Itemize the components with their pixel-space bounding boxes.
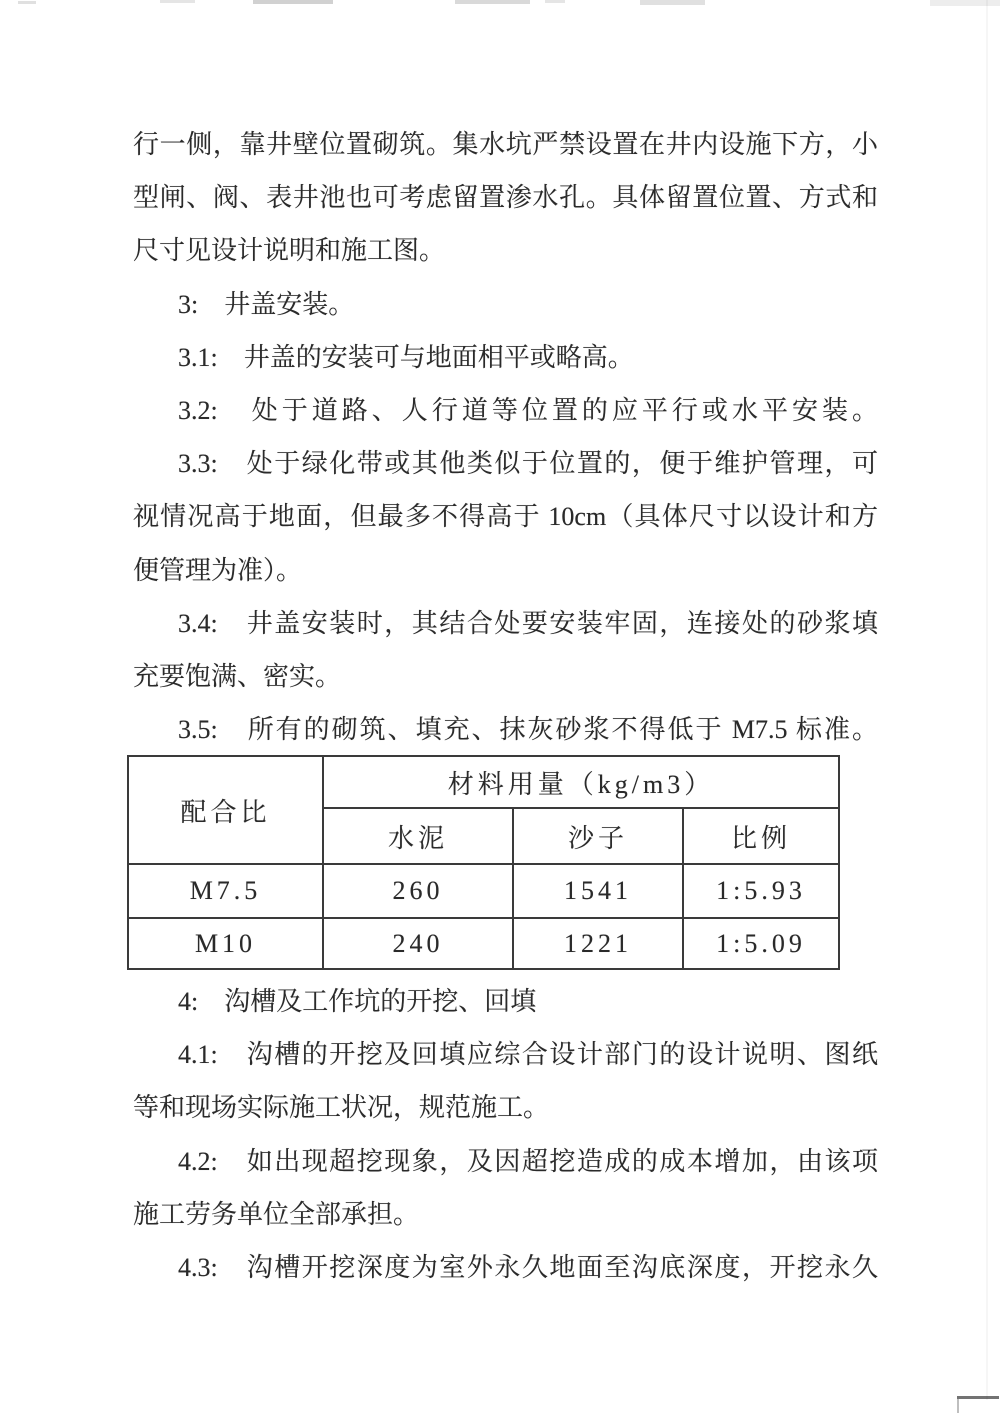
text-line: 4.3: 沟槽开挖深度为室外永久地面至沟底深度，开挖永久 <box>178 1252 878 1282</box>
text-line: 3.1: 井盖的安装可与地面相平或略高。 <box>178 342 634 372</box>
text-line: 视情况高于地面，但最多不得高于 10cm（具体尺寸以设计和方 <box>133 502 878 532</box>
scan-artifact <box>455 0 530 4</box>
scan-artifact <box>253 0 333 4</box>
text-line: 施工劳务单位全部承担。 <box>133 1199 420 1229</box>
text-line: 3.5: 所有的砌筑、填充、抹灰砂浆不得低于 M7.5 标准。 <box>178 715 878 745</box>
table-cell-sand: 1541 <box>513 864 683 918</box>
text-block-lower <box>133 975 878 1294</box>
table-cell-ratio: 1:5.09 <box>683 918 839 969</box>
table-header-sand: 沙子 <box>513 808 683 864</box>
text-line: 尺寸见设计说明和施工图。 <box>133 236 446 266</box>
text-line: 行一侧，靠井壁位置砌筑。集水坑严禁设置在井内设施下方，小 <box>133 130 878 159</box>
scan-artifact <box>957 1399 959 1413</box>
text-line: 4.1: 沟槽的开挖及回填应综合设计部门的设计说明、图纸 <box>178 1040 878 1070</box>
table-cell-sand: 1221 <box>513 918 683 969</box>
mix-ratio-table <box>127 755 840 970</box>
table-cell-mix: M7.5 <box>128 864 323 918</box>
table-header-cement: 水泥 <box>323 808 513 864</box>
text-block-upper <box>133 118 878 756</box>
text-line: 等和现场实际施工状况，规范施工。 <box>133 1093 550 1123</box>
table-row <box>128 918 839 969</box>
text-line: 4.2: 如出现超挖现象，及因超挖造成的成本增加，由该项 <box>178 1146 878 1176</box>
table-cell-cement: 240 <box>323 918 513 969</box>
scan-artifact <box>640 0 705 5</box>
table-cell-mix: M10 <box>128 918 323 969</box>
text-line: 3.4: 井盖安装时，其结合处要安装牢固，连接处的砂浆填 <box>178 608 878 638</box>
scan-artifact <box>160 0 195 3</box>
scan-artifact <box>18 1 36 4</box>
scan-artifact <box>986 0 988 1400</box>
scan-artifact <box>957 1396 999 1399</box>
text-line: 型闸、阀、表井池也可考虑留置渗水孔。具体留置位置、方式和 <box>133 183 878 213</box>
scan-artifact <box>930 0 1000 6</box>
table-header-ratio: 比例 <box>683 808 839 864</box>
scan-artifact <box>545 0 565 3</box>
table-cell-cement: 260 <box>323 864 513 918</box>
text-line: 3.3: 处于绿化带或其他类似于位置的，便于维护管理，可 <box>178 449 878 479</box>
text-line: 3.2: 处于道路、人行道等位置的应平行或水平安装。 <box>178 395 878 425</box>
table-header-material-usage: 材料用量（kg/m3） <box>323 756 839 808</box>
text-line: 3: 井盖安装。 <box>178 289 355 319</box>
table-header-mix-ratio: 配合比 <box>128 756 323 864</box>
table-row <box>128 864 839 918</box>
text-line: 便管理为准）。 <box>133 555 303 585</box>
text-line: 充要饱满、密实。 <box>133 661 342 691</box>
table-cell-ratio: 1:5.93 <box>683 864 839 918</box>
text-line: 4: 沟槽及工作坑的开挖、回填 <box>178 987 537 1016</box>
